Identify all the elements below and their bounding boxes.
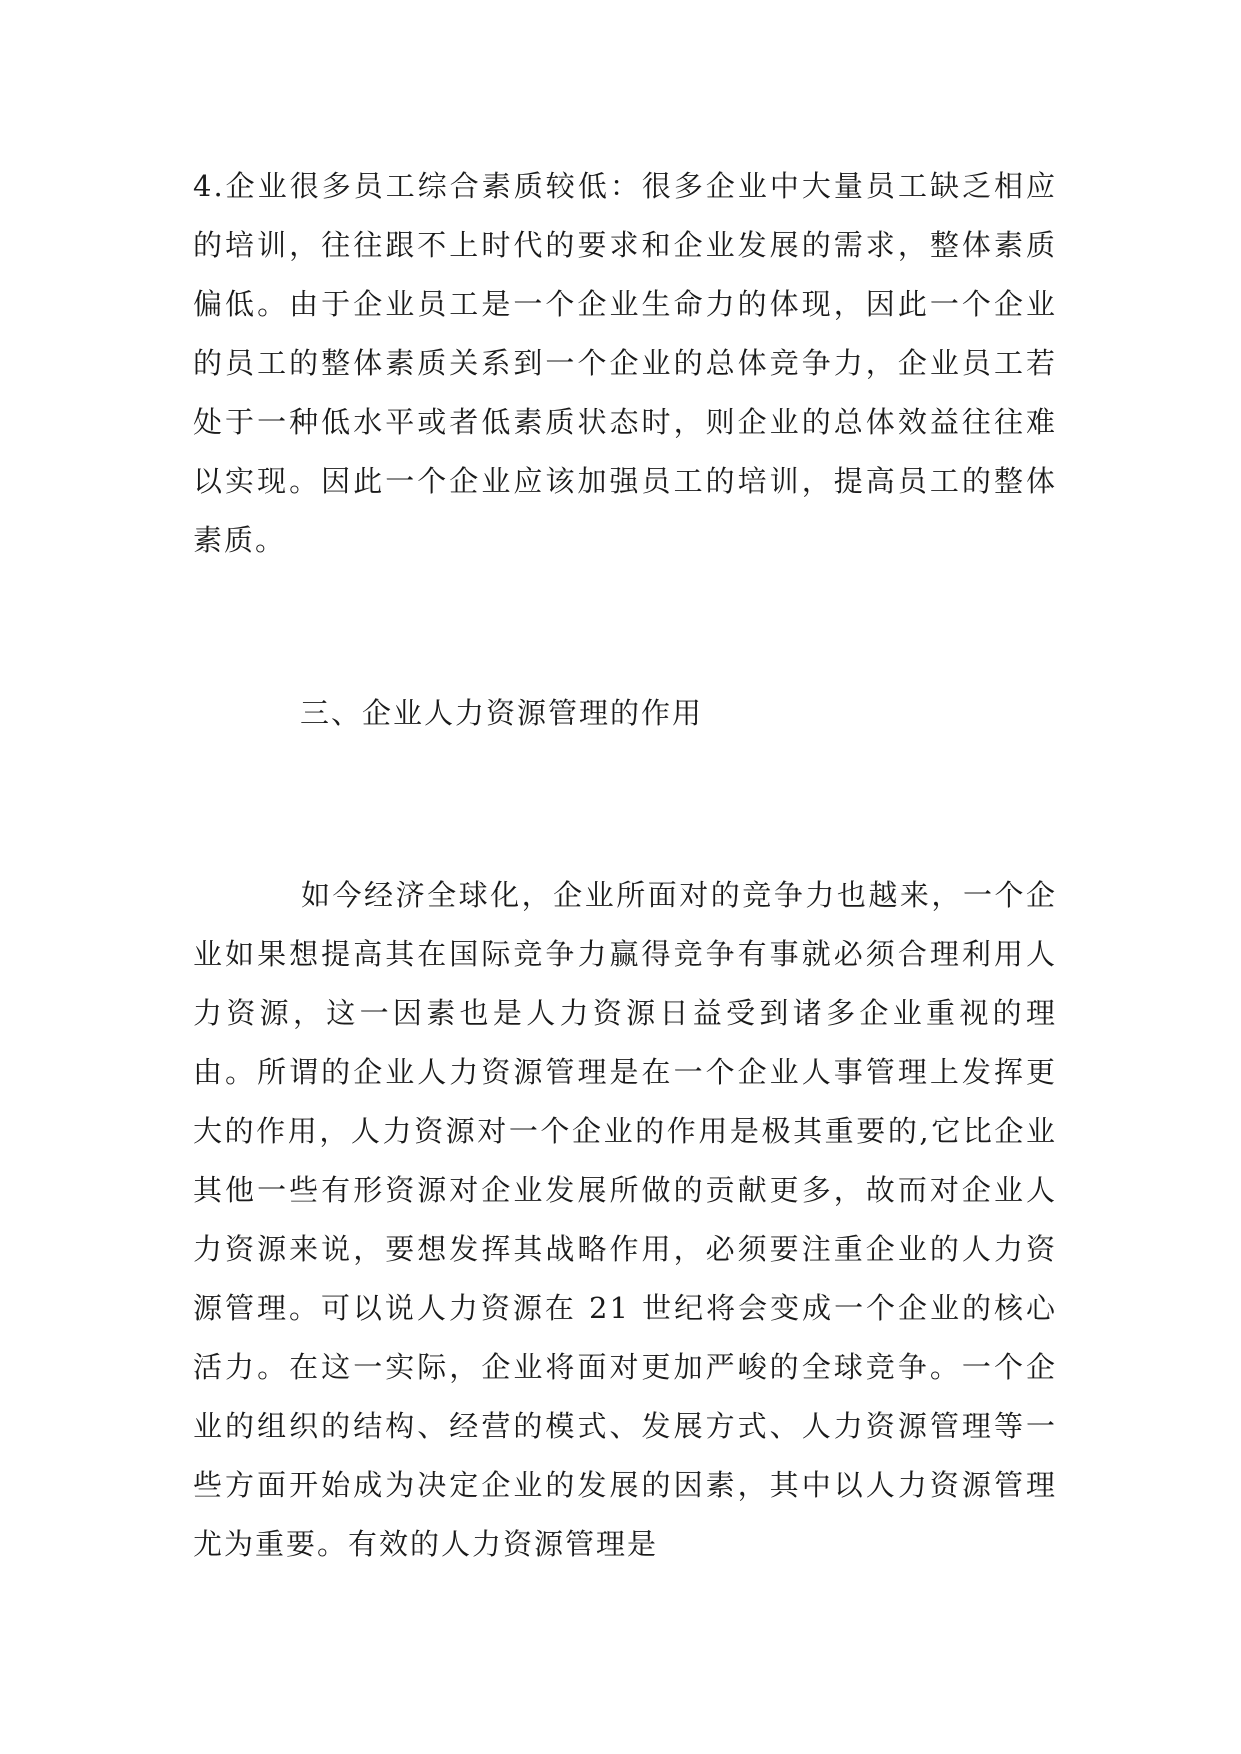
paragraph-hr-management-role: 如今经济全球化，企业所面对的竞争力也越来，一个企业如果想提高其在国际竞争力赢得竞争有事就必须合理利用人力资源，这一因素也是人力资源日益受到诸多企业重视的理由。所谓的企业人力资源管理是在一个企业人事管理上发挥更大的作用，人力资源对一个企业的作用是极其重要的,它比企业其他一些有形资源对企业发展所做的贡献更多，故而对企业人力资源来说，要想发挥其战略作用，必须要注重企业的人力资源管理。可以说人力资源在 21 世纪将会变成一个企业的核心活力。在这一实际，企业将面对更加严峻的全球竞争。一个企业的组织的结构、经营的模式、发展方式、人力资源管理等一些方面开始成为决定企业的发展的因素，其中以人力资源管理尤为重要。有效的人力资源管理是 [193, 878, 1057, 1561]
paragraph-employee-quality: 4.企业很多员工综合素质较低：很多企业中大量员工缺乏相应的培训，往往跟不上时代的要求和企业发展的需求，整体素质偏低。由于企业员工是一个企业生命力的体现，因此一个企业的员工的整体素质关系到一个企业的总体竞争力，企业员工若处于一种低水平或者低素质状态时，则企业的总体效益往往难以实现。因此一个企业应该加强员工的培训，提高员工的整体素质。 [193, 169, 1057, 557]
section-heading-hr-role: 三、企业人力资源管理的作用 [300, 696, 704, 730]
